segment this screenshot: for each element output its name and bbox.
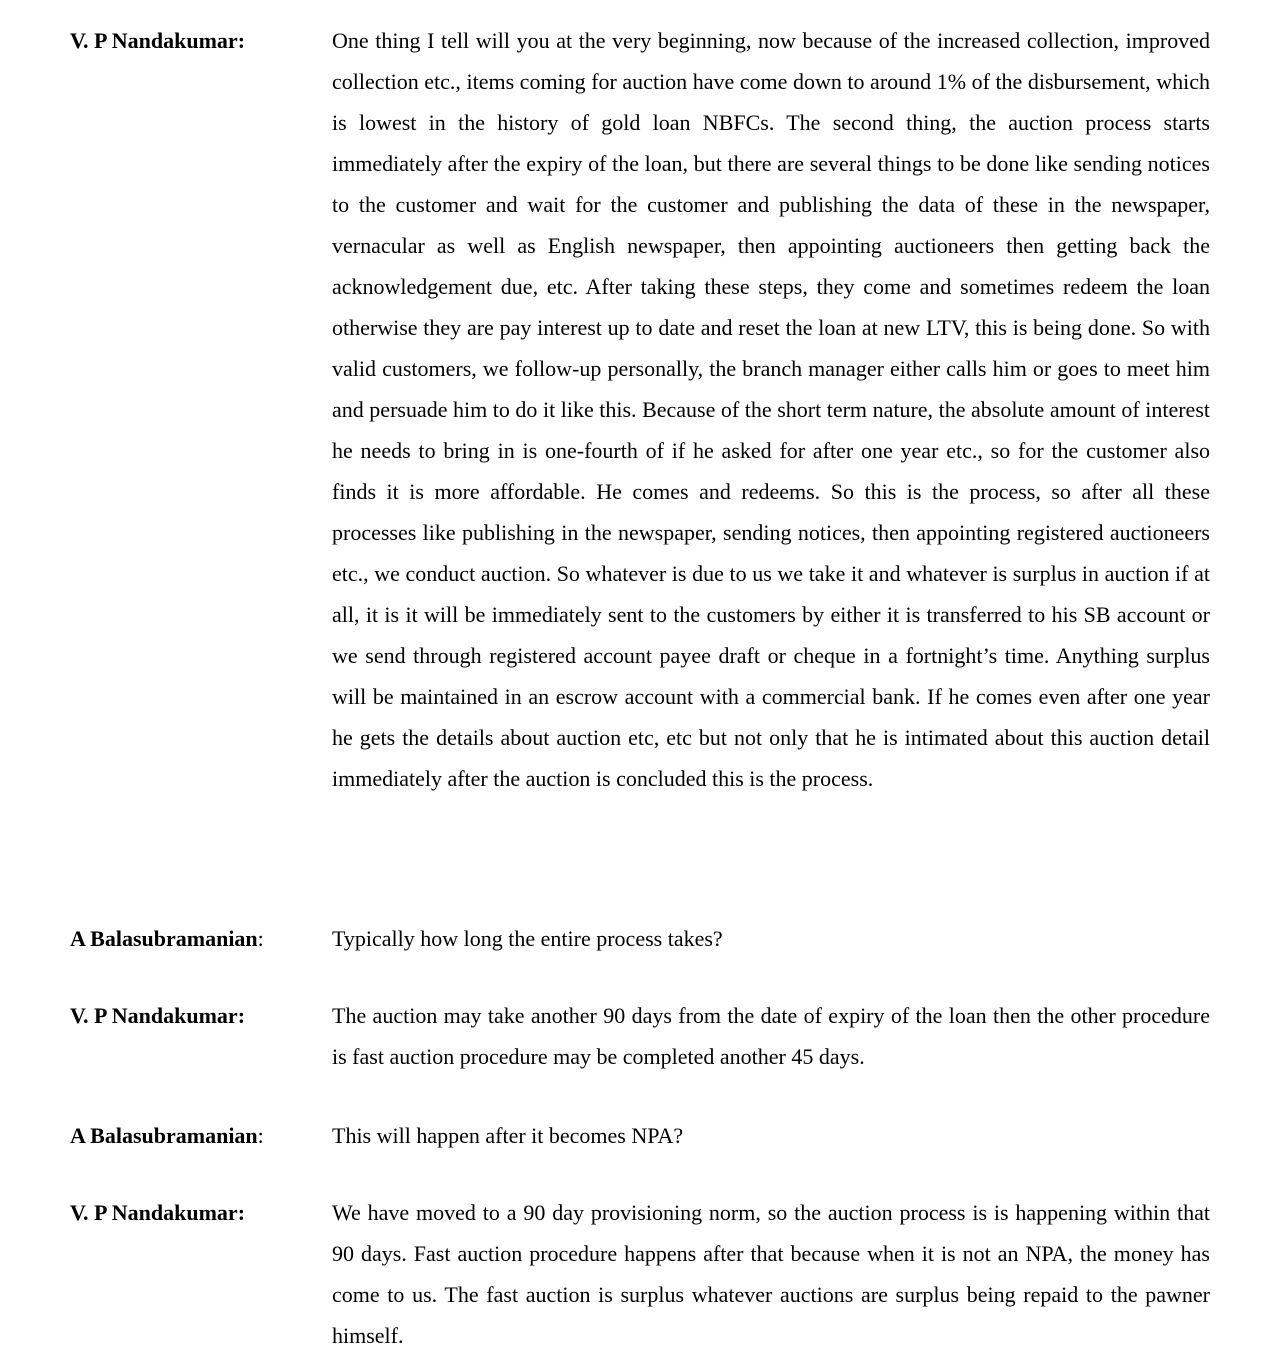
speaker-name: V. P Nandakumar: [70, 1200, 246, 1225]
speaker-colon: : [237, 1003, 246, 1028]
speaker-name: A Balasubramanian: [70, 1123, 264, 1148]
speaker-name: A Balasubramanian: [70, 926, 264, 951]
speaker-name: V. P Nandakumar: [70, 28, 246, 53]
speaker-colon: : [237, 28, 246, 53]
speaker-colon: : [257, 1123, 264, 1148]
speech-text: This will happen after it becomes NPA? [332, 1123, 684, 1148]
speaker-name: V. P Nandakumar: [70, 1003, 246, 1028]
speaker-colon: : [237, 1200, 246, 1225]
speaker-colon: : [257, 926, 264, 951]
speech-text: One thing I tell will you at the very beginning, now because of the increased collection, improved collection etc., items coming for auction have come down to around 1% of the disbursement, which is lowest in the history of gold loan NBFCs. The second thing, the auction process starts immediately after the expiry of the loan, but there are several things to be done like sending notices to the customer and wait for the customer and publishing the data of these in the newspaper, vernacular as well as English newspaper, then appointing auctioneers then getting back the acknowledgement due, etc. After taking these steps, they come and sometimes redeem the loan otherwise they are pay interest up to date and reset the loan at new LTV, this is being done. So with valid customers, we follow-up personally, the branch manager either calls him or goes to meet him and persuade him to do it like this. Because of the short term nature, the absolute amount of interest he needs to bring in is one-fourth of if he asked for after one year etc., so for the customer also finds it is more affordable. He comes and redeems. So this is the process, so after all these processes like publishing in the newspaper, sending notices, then appointing registered auctioneers etc., we conduct auction. So whatever is due to us we take it and whatever is surplus in auction if at all, it is it will be immediately sent to the customers by either it is transferred to his SB account or we send through registered account payee draft or cheque in a fortnight’s time. Anything surplus will be maintained in an escrow account with a commercial bank. If he comes even after one year he gets the details about auction etc, etc but not only that he is intimated about this auction detail immediately after the auction is concluded this is the process. [332, 28, 1210, 791]
speech-text: The auction may take another 90 days from the date of expiry of the loan then the other procedure is fast auction procedure may be completed another 45 days. [332, 1003, 1210, 1069]
speech-text: We have moved to a 90 day provisioning norm, so the auction process is is happening within that 90 days. Fast auction procedure happens after that because when it is not an NPA, the money has come to us. The fast auction is surplus whatever auctions are surplus being repaid to the pawner himself. [332, 1200, 1210, 1348]
speech-text: Typically how long the entire process takes? [332, 926, 723, 951]
